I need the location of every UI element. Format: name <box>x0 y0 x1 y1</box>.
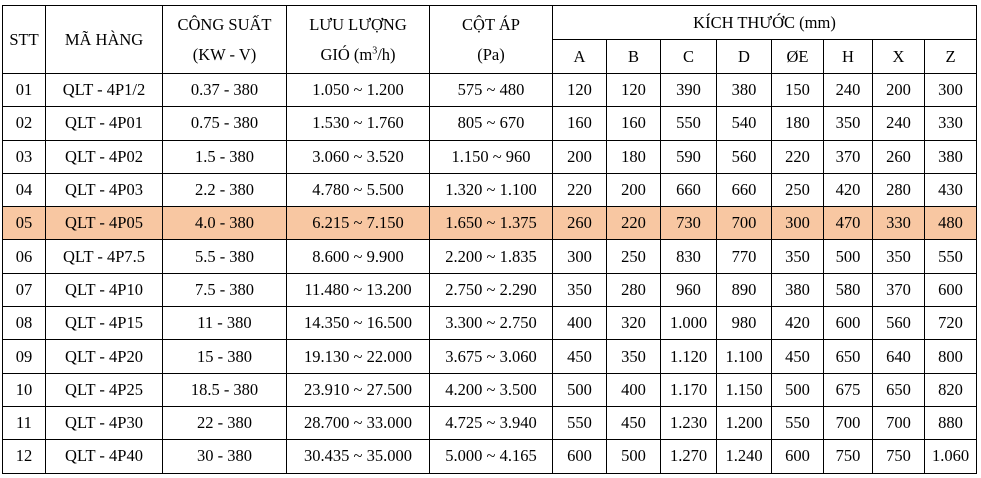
cell-luu-luong: 1.530 ~ 1.760 <box>287 107 430 140</box>
cell-cong-suat: 7.5 - 380 <box>163 273 287 306</box>
cell-dim-a: 260 <box>553 207 607 240</box>
cell-dim-e: 180 <box>772 107 824 140</box>
cell-dim-b: 200 <box>607 173 661 206</box>
cell-dim-x: 700 <box>873 406 925 439</box>
cell-dim-h: 750 <box>824 440 873 473</box>
cell-dim-d: 770 <box>717 240 772 273</box>
header-dim-a: A <box>553 40 607 74</box>
cell-cong-suat: 11 - 380 <box>163 307 287 340</box>
cell-dim-a: 500 <box>553 373 607 406</box>
cell-cong-suat: 0.75 - 380 <box>163 107 287 140</box>
header-kich-thuoc: KÍCH THƯỚC (mm) <box>553 6 977 40</box>
cell-dim-x: 370 <box>873 273 925 306</box>
cell-ma-hang: QLT - 4P02 <box>46 140 163 173</box>
cell-stt: 07 <box>3 273 46 306</box>
cell-dim-z: 330 <box>925 107 977 140</box>
cell-cong-suat: 5.5 - 380 <box>163 240 287 273</box>
cell-luu-luong: 19.130 ~ 22.000 <box>287 340 430 373</box>
cell-cot-ap: 5.000 ~ 4.165 <box>430 440 553 473</box>
cell-cong-suat: 15 - 380 <box>163 340 287 373</box>
header-dim-h: H <box>824 40 873 74</box>
cell-dim-d: 660 <box>717 173 772 206</box>
cell-dim-c: 1.000 <box>661 307 717 340</box>
cell-dim-b: 450 <box>607 406 661 439</box>
header-luu-luong-line1: LƯU LƯỢNG <box>309 14 407 34</box>
cell-dim-x: 640 <box>873 340 925 373</box>
cell-dim-c: 730 <box>661 207 717 240</box>
cell-luu-luong: 14.350 ~ 16.500 <box>287 307 430 340</box>
cell-dim-x: 560 <box>873 307 925 340</box>
cell-dim-z: 1.060 <box>925 440 977 473</box>
header-luu-luong <box>287 6 430 74</box>
table-row <box>3 440 977 473</box>
cell-dim-x: 650 <box>873 373 925 406</box>
cell-dim-z: 300 <box>925 74 977 107</box>
cell-luu-luong: 8.600 ~ 9.900 <box>287 240 430 273</box>
cell-ma-hang: QLT - 4P20 <box>46 340 163 373</box>
cell-dim-h: 370 <box>824 140 873 173</box>
cell-dim-c: 550 <box>661 107 717 140</box>
header-dim-d: D <box>717 40 772 74</box>
cell-dim-d: 380 <box>717 74 772 107</box>
cell-cong-suat: 30 - 380 <box>163 440 287 473</box>
cell-dim-h: 240 <box>824 74 873 107</box>
cell-cot-ap: 3.675 ~ 3.060 <box>430 340 553 373</box>
header-luu-luong-unit-sup: 3 <box>372 45 378 56</box>
cell-dim-a: 350 <box>553 273 607 306</box>
cell-cot-ap: 4.725 ~ 3.940 <box>430 406 553 439</box>
cell-dim-z: 880 <box>925 406 977 439</box>
cell-dim-c: 1.230 <box>661 406 717 439</box>
cell-dim-z: 600 <box>925 273 977 306</box>
cell-dim-x: 330 <box>873 207 925 240</box>
header-luu-luong-line2 <box>287 40 429 70</box>
cell-cot-ap: 2.200 ~ 1.835 <box>430 240 553 273</box>
cell-dim-c: 1.270 <box>661 440 717 473</box>
cell-dim-e: 220 <box>772 140 824 173</box>
cell-dim-z: 430 <box>925 173 977 206</box>
cell-dim-z: 800 <box>925 340 977 373</box>
cell-dim-d: 1.240 <box>717 440 772 473</box>
cell-ma-hang: QLT - 4P15 <box>46 307 163 340</box>
cell-dim-b: 350 <box>607 340 661 373</box>
cell-dim-b: 280 <box>607 273 661 306</box>
cell-dim-z: 480 <box>925 207 977 240</box>
cell-stt: 12 <box>3 440 46 473</box>
cell-cong-suat: 18.5 - 380 <box>163 373 287 406</box>
cell-ma-hang: QLT - 4P10 <box>46 273 163 306</box>
cell-stt: 02 <box>3 107 46 140</box>
cell-dim-c: 390 <box>661 74 717 107</box>
cell-dim-c: 830 <box>661 240 717 273</box>
cell-luu-luong: 3.060 ~ 3.520 <box>287 140 430 173</box>
cell-dim-a: 550 <box>553 406 607 439</box>
cell-ma-hang: QLT - 4P30 <box>46 406 163 439</box>
cell-dim-b: 400 <box>607 373 661 406</box>
cell-dim-x: 200 <box>873 74 925 107</box>
cell-dim-b: 500 <box>607 440 661 473</box>
cell-dim-b: 120 <box>607 74 661 107</box>
cell-ma-hang: QLT - 4P25 <box>46 373 163 406</box>
cell-cong-suat: 4.0 - 380 <box>163 207 287 240</box>
cell-dim-d: 1.100 <box>717 340 772 373</box>
cell-cot-ap: 2.750 ~ 2.290 <box>430 273 553 306</box>
cell-cot-ap: 4.200 ~ 3.500 <box>430 373 553 406</box>
cell-ma-hang: QLT - 4P7.5 <box>46 240 163 273</box>
cell-dim-e: 550 <box>772 406 824 439</box>
header-dim-z: Z <box>925 40 977 74</box>
cell-cong-suat: 2.2 - 380 <box>163 173 287 206</box>
cell-dim-z: 550 <box>925 240 977 273</box>
cell-dim-b: 250 <box>607 240 661 273</box>
cell-dim-d: 540 <box>717 107 772 140</box>
header-dim-e: ØE <box>772 40 824 74</box>
table-row <box>3 340 977 373</box>
table-row <box>3 406 977 439</box>
cell-dim-d: 700 <box>717 207 772 240</box>
cell-dim-e: 420 <box>772 307 824 340</box>
cell-dim-h: 580 <box>824 273 873 306</box>
header-cong-suat <box>163 6 287 74</box>
cell-dim-c: 960 <box>661 273 717 306</box>
header-cong-suat-line1: CÔNG SUẤT <box>177 14 272 34</box>
cell-dim-b: 180 <box>607 140 661 173</box>
cell-luu-luong: 1.050 ~ 1.200 <box>287 74 430 107</box>
cell-ma-hang: QLT - 4P01 <box>46 107 163 140</box>
cell-dim-x: 750 <box>873 440 925 473</box>
cell-dim-e: 500 <box>772 373 824 406</box>
table-row <box>3 207 977 240</box>
table-body <box>3 6 977 474</box>
cell-cot-ap: 1.320 ~ 1.100 <box>430 173 553 206</box>
cell-dim-h: 600 <box>824 307 873 340</box>
cell-luu-luong: 23.910 ~ 27.500 <box>287 373 430 406</box>
table-row <box>3 373 977 406</box>
cell-cong-suat: 0.37 - 380 <box>163 74 287 107</box>
cell-dim-z: 380 <box>925 140 977 173</box>
cell-dim-h: 350 <box>824 107 873 140</box>
cell-dim-d: 1.150 <box>717 373 772 406</box>
cell-stt: 06 <box>3 240 46 273</box>
cell-luu-luong: 4.780 ~ 5.500 <box>287 173 430 206</box>
cell-dim-h: 470 <box>824 207 873 240</box>
header-dim-b: B <box>607 40 661 74</box>
cell-dim-e: 250 <box>772 173 824 206</box>
table-row <box>3 107 977 140</box>
table-row <box>3 240 977 273</box>
fan-spec-table <box>2 5 977 474</box>
cell-luu-luong: 11.480 ~ 13.200 <box>287 273 430 306</box>
cell-dim-x: 280 <box>873 173 925 206</box>
cell-cong-suat: 22 - 380 <box>163 406 287 439</box>
cell-dim-h: 500 <box>824 240 873 273</box>
cell-dim-c: 1.120 <box>661 340 717 373</box>
cell-ma-hang: QLT - 4P1/2 <box>46 74 163 107</box>
table-row <box>3 173 977 206</box>
cell-dim-a: 600 <box>553 440 607 473</box>
cell-dim-d: 980 <box>717 307 772 340</box>
cell-dim-c: 590 <box>661 140 717 173</box>
header-row <box>3 6 977 40</box>
cell-dim-d: 560 <box>717 140 772 173</box>
cell-luu-luong: 28.700 ~ 33.000 <box>287 406 430 439</box>
cell-dim-c: 1.170 <box>661 373 717 406</box>
cell-stt: 09 <box>3 340 46 373</box>
cell-dim-z: 820 <box>925 373 977 406</box>
cell-dim-a: 220 <box>553 173 607 206</box>
cell-cot-ap: 3.300 ~ 2.750 <box>430 307 553 340</box>
header-ma-hang: MÃ HÀNG <box>46 6 163 74</box>
cell-stt: 05 <box>3 207 46 240</box>
cell-dim-x: 240 <box>873 107 925 140</box>
header-cong-suat-line2: (KW - V) <box>192 44 257 64</box>
cell-dim-b: 320 <box>607 307 661 340</box>
cell-dim-e: 450 <box>772 340 824 373</box>
cell-dim-c: 660 <box>661 173 717 206</box>
table-row <box>3 140 977 173</box>
header-dim-x: X <box>873 40 925 74</box>
cell-dim-z: 720 <box>925 307 977 340</box>
table-row <box>3 307 977 340</box>
cell-ma-hang: QLT - 4P03 <box>46 173 163 206</box>
cell-stt: 03 <box>3 140 46 173</box>
cell-dim-h: 675 <box>824 373 873 406</box>
cell-cot-ap: 575 ~ 480 <box>430 74 553 107</box>
cell-stt: 01 <box>3 74 46 107</box>
cell-dim-a: 120 <box>553 74 607 107</box>
header-cot-ap-line1: CỘT ÁP <box>462 14 520 34</box>
header-stt: STT <box>3 6 46 74</box>
cell-dim-h: 700 <box>824 406 873 439</box>
header-luu-luong-unit-a: GIÓ (m <box>320 44 373 64</box>
cell-dim-d: 890 <box>717 273 772 306</box>
table-row <box>3 273 977 306</box>
cell-cot-ap: 1.650 ~ 1.375 <box>430 207 553 240</box>
cell-stt: 11 <box>3 406 46 439</box>
cell-dim-a: 300 <box>553 240 607 273</box>
cell-dim-e: 350 <box>772 240 824 273</box>
cell-stt: 10 <box>3 373 46 406</box>
cell-luu-luong: 6.215 ~ 7.150 <box>287 207 430 240</box>
header-luu-luong-unit-b: /h) <box>377 44 396 64</box>
cell-cot-ap: 1.150 ~ 960 <box>430 140 553 173</box>
cell-dim-b: 220 <box>607 207 661 240</box>
cell-dim-h: 650 <box>824 340 873 373</box>
cell-luu-luong: 30.435 ~ 35.000 <box>287 440 430 473</box>
cell-dim-e: 380 <box>772 273 824 306</box>
cell-dim-x: 260 <box>873 140 925 173</box>
cell-ma-hang: QLT - 4P40 <box>46 440 163 473</box>
table-row <box>3 74 977 107</box>
cell-dim-e: 600 <box>772 440 824 473</box>
header-cot-ap-line2: (Pa) <box>477 44 505 64</box>
cell-dim-d: 1.200 <box>717 406 772 439</box>
header-dim-c: C <box>661 40 717 74</box>
cell-stt: 04 <box>3 173 46 206</box>
cell-dim-e: 150 <box>772 74 824 107</box>
cell-dim-h: 420 <box>824 173 873 206</box>
cell-cong-suat: 1.5 - 380 <box>163 140 287 173</box>
cell-ma-hang: QLT - 4P05 <box>46 207 163 240</box>
cell-dim-a: 400 <box>553 307 607 340</box>
cell-dim-a: 200 <box>553 140 607 173</box>
cell-dim-a: 160 <box>553 107 607 140</box>
cell-dim-a: 450 <box>553 340 607 373</box>
cell-dim-x: 350 <box>873 240 925 273</box>
cell-stt: 08 <box>3 307 46 340</box>
header-cot-ap <box>430 6 553 74</box>
cell-cot-ap: 805 ~ 670 <box>430 107 553 140</box>
cell-dim-e: 300 <box>772 207 824 240</box>
cell-dim-b: 160 <box>607 107 661 140</box>
